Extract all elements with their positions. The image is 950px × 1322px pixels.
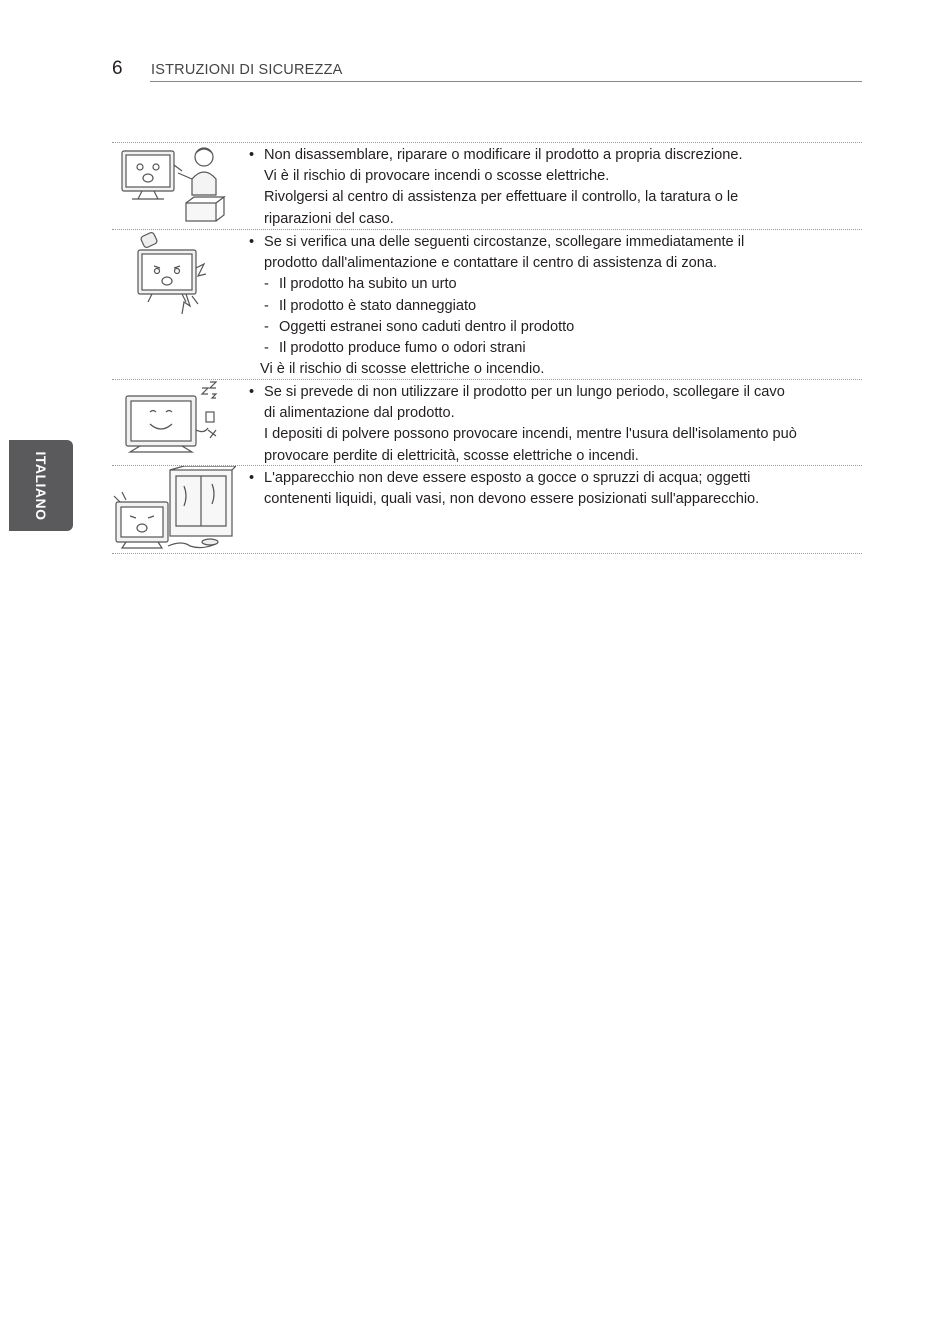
item-text: I depositi di polvere possono provocare incendi, mentre l'usura dell'isolamento può xyxy=(264,426,797,443)
dash-icon: - xyxy=(264,297,269,314)
list-item xyxy=(112,229,862,379)
list-item xyxy=(112,465,862,554)
item-text: Vi è il rischio di scosse elettriche o incendio. xyxy=(260,361,545,378)
item-text: Oggetti estranei sono caduti dentro il prodotto xyxy=(279,318,575,335)
item-text: Se si verifica una delle seguenti circostanze, scollegare immediatamente il xyxy=(264,234,745,250)
section-title: ISTRUZIONI DI SICUREZZA xyxy=(151,62,343,78)
dash-icon: - xyxy=(264,340,269,357)
language-tab xyxy=(9,440,73,531)
item-text: Non disassemblare, riparare o modificare il prodotto a propria discrezione. xyxy=(264,147,743,163)
item-text: contenenti liquidi, quali vasi, non devono essere posizionati sull'apparecchio. xyxy=(264,491,760,508)
tv-damage-illustration xyxy=(112,230,236,379)
tv-water-illustration xyxy=(112,466,236,553)
safety-instructions-list xyxy=(112,142,862,554)
language-tab-label: ITALIANO xyxy=(33,450,49,521)
item-text: Il prodotto produce fumo o odori strani xyxy=(279,340,526,357)
item-text: L'apparecchio non deve essere esposto a gocce o spruzzi di acqua; oggetti xyxy=(264,470,751,486)
bullet-icon: • xyxy=(249,384,255,400)
tv-unplugged-illustration xyxy=(112,380,236,465)
tv-repair-illustration xyxy=(112,143,236,229)
dash-icon: - xyxy=(264,276,269,293)
header-divider xyxy=(150,81,862,82)
bullet-icon: • xyxy=(249,470,255,486)
item-text: riparazioni del caso. xyxy=(264,210,394,227)
item-text: Vi è il rischio di provocare incendi o scosse elettriche. xyxy=(264,168,610,185)
list-item xyxy=(112,142,862,229)
item-text: Se si prevede di non utilizzare il prodotto per un lungo periodo, scollegare il cavo xyxy=(264,384,785,400)
item-text: di alimentazione dal prodotto. xyxy=(264,405,455,422)
item-text: prodotto dall'alimentazione e contattare il centro di assistenza di zona. xyxy=(264,255,718,272)
item-text: Rivolgersi al centro di assistenza per effettuare il controllo, la taratura o le xyxy=(264,189,739,206)
bullet-icon: • xyxy=(249,147,255,163)
bullet-icon: • xyxy=(249,234,255,250)
item-text: Il prodotto è stato danneggiato xyxy=(279,297,477,314)
item-text: provocare perdite di elettricità, scosse elettriche o incendi. xyxy=(264,447,639,464)
page-number: 6 xyxy=(112,58,123,79)
list-item xyxy=(112,379,862,465)
dash-icon: - xyxy=(264,318,269,335)
item-text: Il prodotto ha subito un urto xyxy=(279,276,457,293)
